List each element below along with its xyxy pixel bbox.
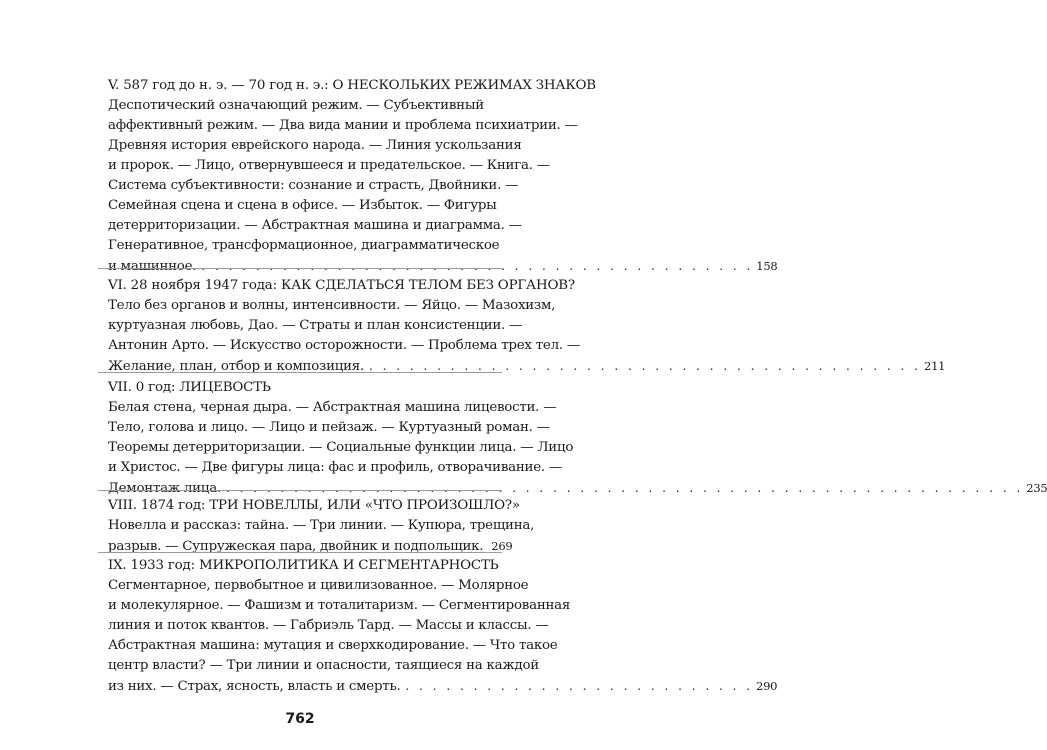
- section-line: линия и поток квантов. — Габриэль Тард. — Массы и классы. —: [108, 618, 549, 633]
- section-heading: VII. 0 год: ЛИЦЕВОСТЬ: [108, 380, 271, 395]
- section-line: Тело без органов и волны, интенсивности. — Яйцо. — Мазохизм,: [108, 298, 556, 313]
- section-line: Древняя история еврейского народа. — Линия ускользания: [108, 138, 522, 153]
- section-line: Антонин Арто. — Искусство осторожности. — Проблема трех тел. —: [108, 338, 580, 353]
- toc-section-ix: [108, 556, 778, 696]
- section-last-text: из них. — Страх, ясность, власть и смерть.: [108, 679, 401, 694]
- section-line: куртуазная любовь, Дао. — Страты и план консистенции. —: [108, 318, 523, 333]
- section-divider: [98, 552, 502, 553]
- toc-section-vi: [108, 276, 946, 376]
- page-reference: 269: [491, 539, 513, 553]
- section-line: Теоремы детерриторизации. — Социальные функции лица. — Лицо: [108, 440, 574, 455]
- section-last-line: [108, 536, 513, 556]
- page-reference: 290: [756, 679, 778, 693]
- page-reference: 211: [924, 359, 946, 373]
- dot-leader: . . . . . . . . . . . . . . . . . . . . . . . . . . . . . . . . . . . . . . . . .: [369, 359, 921, 373]
- section-line: Генеративное, трансформационное, диаграмматическое: [108, 238, 500, 253]
- section-line: и Христос. — Две фигуры лица: фас и профиль, отворачивание. —: [108, 460, 563, 475]
- section-heading: V. 587 год до н. э. — 70 год н. э.: О НЕСКОЛЬКИХ РЕЖИМАХ ЗНАКОВ: [108, 78, 596, 93]
- section-line: центр власти? — Три линии и опасности, таящиеся на каждой: [108, 658, 539, 673]
- toc-section-vii: [108, 378, 1047, 498]
- section-line: Сегментарное, первобытное и цивилизованное. — Молярное: [108, 578, 529, 593]
- page-reference: 158: [756, 259, 778, 273]
- toc-section-viii: [108, 496, 535, 556]
- page-reference: 235: [1026, 481, 1047, 495]
- dot-leader: . . . . . . . . . . . . . . . . . . . . . . . . . .: [405, 679, 754, 693]
- section-last-text: и машинное.: [108, 259, 197, 274]
- section-line: аффективный режим. — Два вида мании и проблема психиатрии. —: [108, 118, 578, 133]
- dot-leader: . . . . . . . . . . . . . . . . . . . . . . . . . . . . . . . . . . . . . . . . . . . . . . . . . . . . . . . . . . .: [225, 481, 1024, 495]
- section-line: Тело, голова и лицо. — Лицо и пейзаж. — Куртуазный роман. —: [108, 420, 550, 435]
- toc-section-v: [108, 76, 778, 276]
- section-line: Абстрактная машина: мутация и сверхкодирование. — Что такое: [108, 638, 558, 653]
- section-line: Новелла и рассказ: тайна. — Три линии. — Купюра, трещина,: [108, 518, 535, 533]
- section-heading: VIII. 1874 год: ТРИ НОВЕЛЛЫ, ИЛИ «ЧТО ПРОИЗОШЛО?»: [108, 498, 520, 513]
- section-line: Деспотический означающий режим. — Субъективный: [108, 98, 484, 113]
- page-number: 762: [285, 711, 315, 727]
- section-divider: [98, 490, 502, 491]
- section-last-line: [108, 356, 946, 376]
- section-heading: IX. 1933 год: МИКРОПОЛИТИКА И СЕГМЕНТАРНОСТЬ: [108, 558, 499, 573]
- section-heading: VI. 28 ноября 1947 года: КАК СДЕЛАТЬСЯ ТЕЛОМ БЕЗ ОРГАНОВ?: [108, 278, 575, 293]
- section-line: Семейная сцена и сцена в офисе. — Избыток. — Фигуры: [108, 198, 497, 213]
- section-last-line: [108, 478, 1047, 498]
- section-divider: [98, 268, 502, 269]
- section-last-text: Демонтаж лица.: [108, 481, 221, 496]
- section-line: детерриторизации. — Абстрактная машина и диаграмма. —: [108, 218, 522, 233]
- section-line: Белая стена, черная дыра. — Абстрактная машина лицевости. —: [108, 400, 557, 415]
- section-last-text: Желание, план, отбор и композиция.: [108, 359, 365, 374]
- dot-leader: . . . . . . . . . . . . . . . . . . . . . . . . . . . . . . . . . . . . . . . . .: [201, 259, 754, 273]
- section-line: и пророк. — Лицо, отвернувшееся и предательское. — Книга. —: [108, 158, 550, 173]
- section-divider: [98, 372, 502, 373]
- section-line: Система субъективности: сознание и страсть, Двойники. —: [108, 178, 519, 193]
- section-last-text: разрыв. — Супружеская пара, двойник и подпольщик.: [108, 539, 484, 554]
- section-last-line: [108, 676, 778, 696]
- section-line: и молекулярное. — Фашизм и тоталитаризм. — Сегментированная: [108, 598, 571, 613]
- section-last-line: [108, 256, 778, 276]
